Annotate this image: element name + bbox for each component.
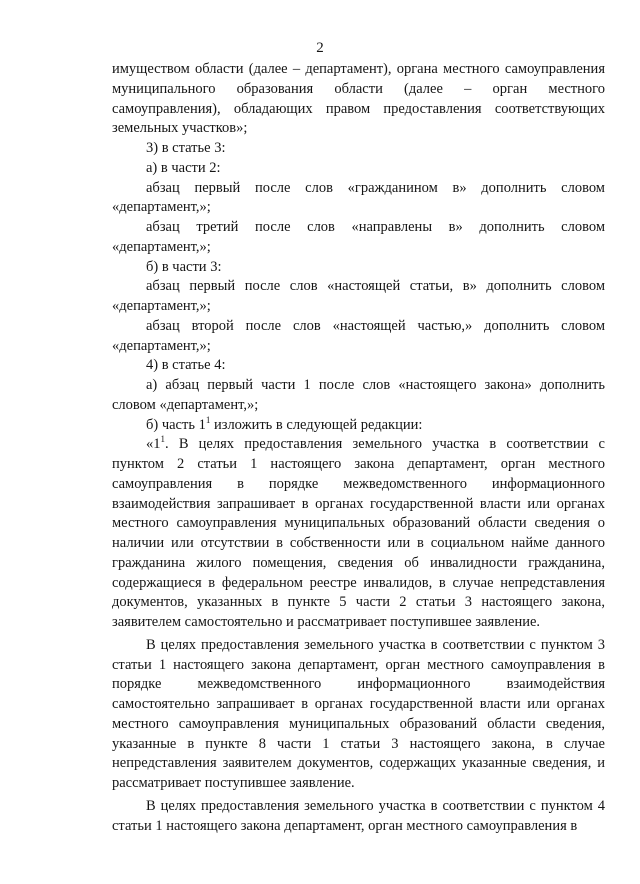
text-segment: . В целях предоставления земельного участка в соответствии с пунктом 2 статьи 1 настоящего закона департамент, орган местного самоуправления в порядке межведомственного информационного взаимодействия запрашивает в органах государственной власти или органах местного самоуправления муниципальных образований области сведения о наличии или отсутствии в собственности или в социальном найме данного гражданина жилого помещения, сведения об инвалидности гражданина, содержащиеся в федеральном реестре инвалидов, в случае непредставления документов, указанных в пункте 5 части 2 статьи 3 настоящего закона, заявителем самостоятельно и рассматривает поступившее заявление. — [112, 436, 605, 630]
item-b-part-3: б) в части 3: — [146, 258, 222, 275]
superscript: 1 — [205, 414, 211, 425]
text-segment: изложить в следующей редакции: — [210, 416, 423, 433]
paragraph-1: имуществом области (далее – департамент), органа местного самоуправления муниципального образования области (далее – орган местного самоуправления), обладающих правом предоставления соответствующих земельных участков»; — [112, 61, 605, 137]
paragraph-first-part-3-amendment: абзац первый после слов «настоящей статьи, в» дополнить словом «департамент,»; — [112, 278, 605, 314]
document-body — [112, 60, 605, 836]
superscript: 1 — [160, 434, 165, 445]
paragraph-second-part-3-amendment: абзац второй после слов «настоящей частью,» дополнить словом «департамент,»; — [112, 317, 605, 354]
item-4-article-4: 4) в статье 4: — [146, 357, 226, 374]
item-3-article-3: 3) в статье 3: — [146, 140, 226, 156]
paragraph-third-amendment: абзац третий после слов «направлены в» дополнить словом «департамент,»; — [112, 219, 605, 255]
paragraph-item-4: В целях предоставления земельного участка в соответствии с пунктом 4 статьи 1 настоящего закона департамент, орган местного самоуправления в — [112, 797, 605, 834]
item-a-part-2: а) в части 2: — [146, 159, 221, 176]
paragraph-first-amendment: абзац первый после слов «гражданином в» дополнить словом «департамент,»; — [112, 179, 605, 216]
page-number: 2 — [316, 40, 324, 56]
item-a-part-1-amendment: а) абзац первый части 1 после слов «настоящего закона» дополнить словом «департамент,»; — [112, 377, 605, 413]
text-segment: «1 — [146, 436, 161, 453]
text-segment: б) часть 1 — [146, 416, 206, 433]
item-b-part-1-1-new-wording — [112, 416, 605, 436]
paragraph-item-3: В целях предоставления земельного участка в соответствии с пунктом 3 статьи 1 настоящего закона департамент, орган местного самоуправления в порядке межведомственного информационного взаимодействия самостоятельно запрашивает в органах государственной власти или органах местного самоуправления муниципальных образований области сведения, указанные в пункте 8 части 1 статьи 3 настоящего закона, в случае непредставления заявителем документов, содержащих указанные сведения, и рассматривает поступившее заявление. — [112, 636, 605, 791]
new-part-1-1-text — [112, 435, 605, 633]
